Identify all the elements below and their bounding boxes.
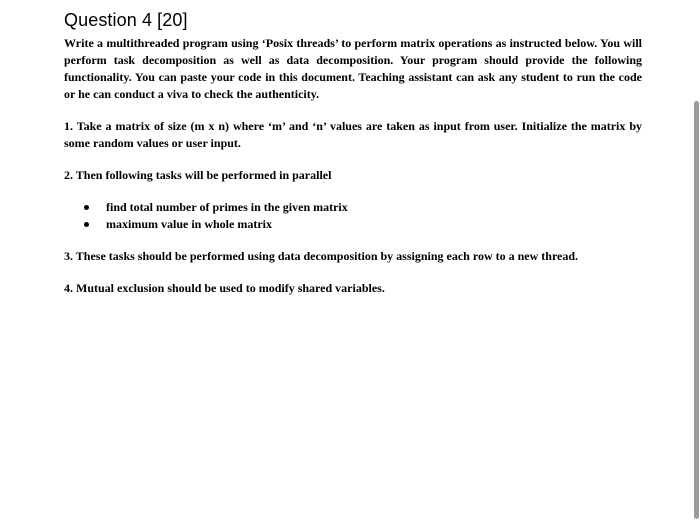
instruction-item-1: 1. Take a matrix of size (m x n) where ‘m’ and ‘n’ values are taken as input from user. Initialize the matrix by some random values or user input. <box>64 119 642 150</box>
instruction-item-3: 3. These tasks should be performed using data decomposition by assigning each row to a new thread. <box>64 249 579 263</box>
bullet-icon <box>84 205 89 210</box>
parallel-tasks-list <box>64 199 642 233</box>
bullet-icon <box>84 222 89 227</box>
instruction-item-4: 4. Mutual exclusion should be used to modify shared variables. <box>64 281 385 295</box>
vertical-scrollbar[interactable] <box>693 0 700 521</box>
instruction-item-2: 2. Then following tasks will be performed in parallel <box>64 168 332 182</box>
bullet-text: find total number of primes in the given matrix <box>106 200 348 214</box>
intro-paragraph: Write a multithreaded program using ‘Posix threads’ to perform matrix operations as instructed below. You will perform task decomposition as well as data decomposition. Your program should provide the following functionality. You can paste your code in this document. Teaching assistant can ask any student to run the code or he can conduct a viva to check the authenticity. <box>64 36 642 101</box>
list-item <box>64 199 642 216</box>
scrollbar-thumb[interactable] <box>694 101 699 519</box>
bullet-text: maximum value in whole matrix <box>106 217 272 231</box>
document-page <box>64 10 642 297</box>
list-item <box>64 216 642 233</box>
question-heading: Question 4 [20] <box>64 10 188 30</box>
